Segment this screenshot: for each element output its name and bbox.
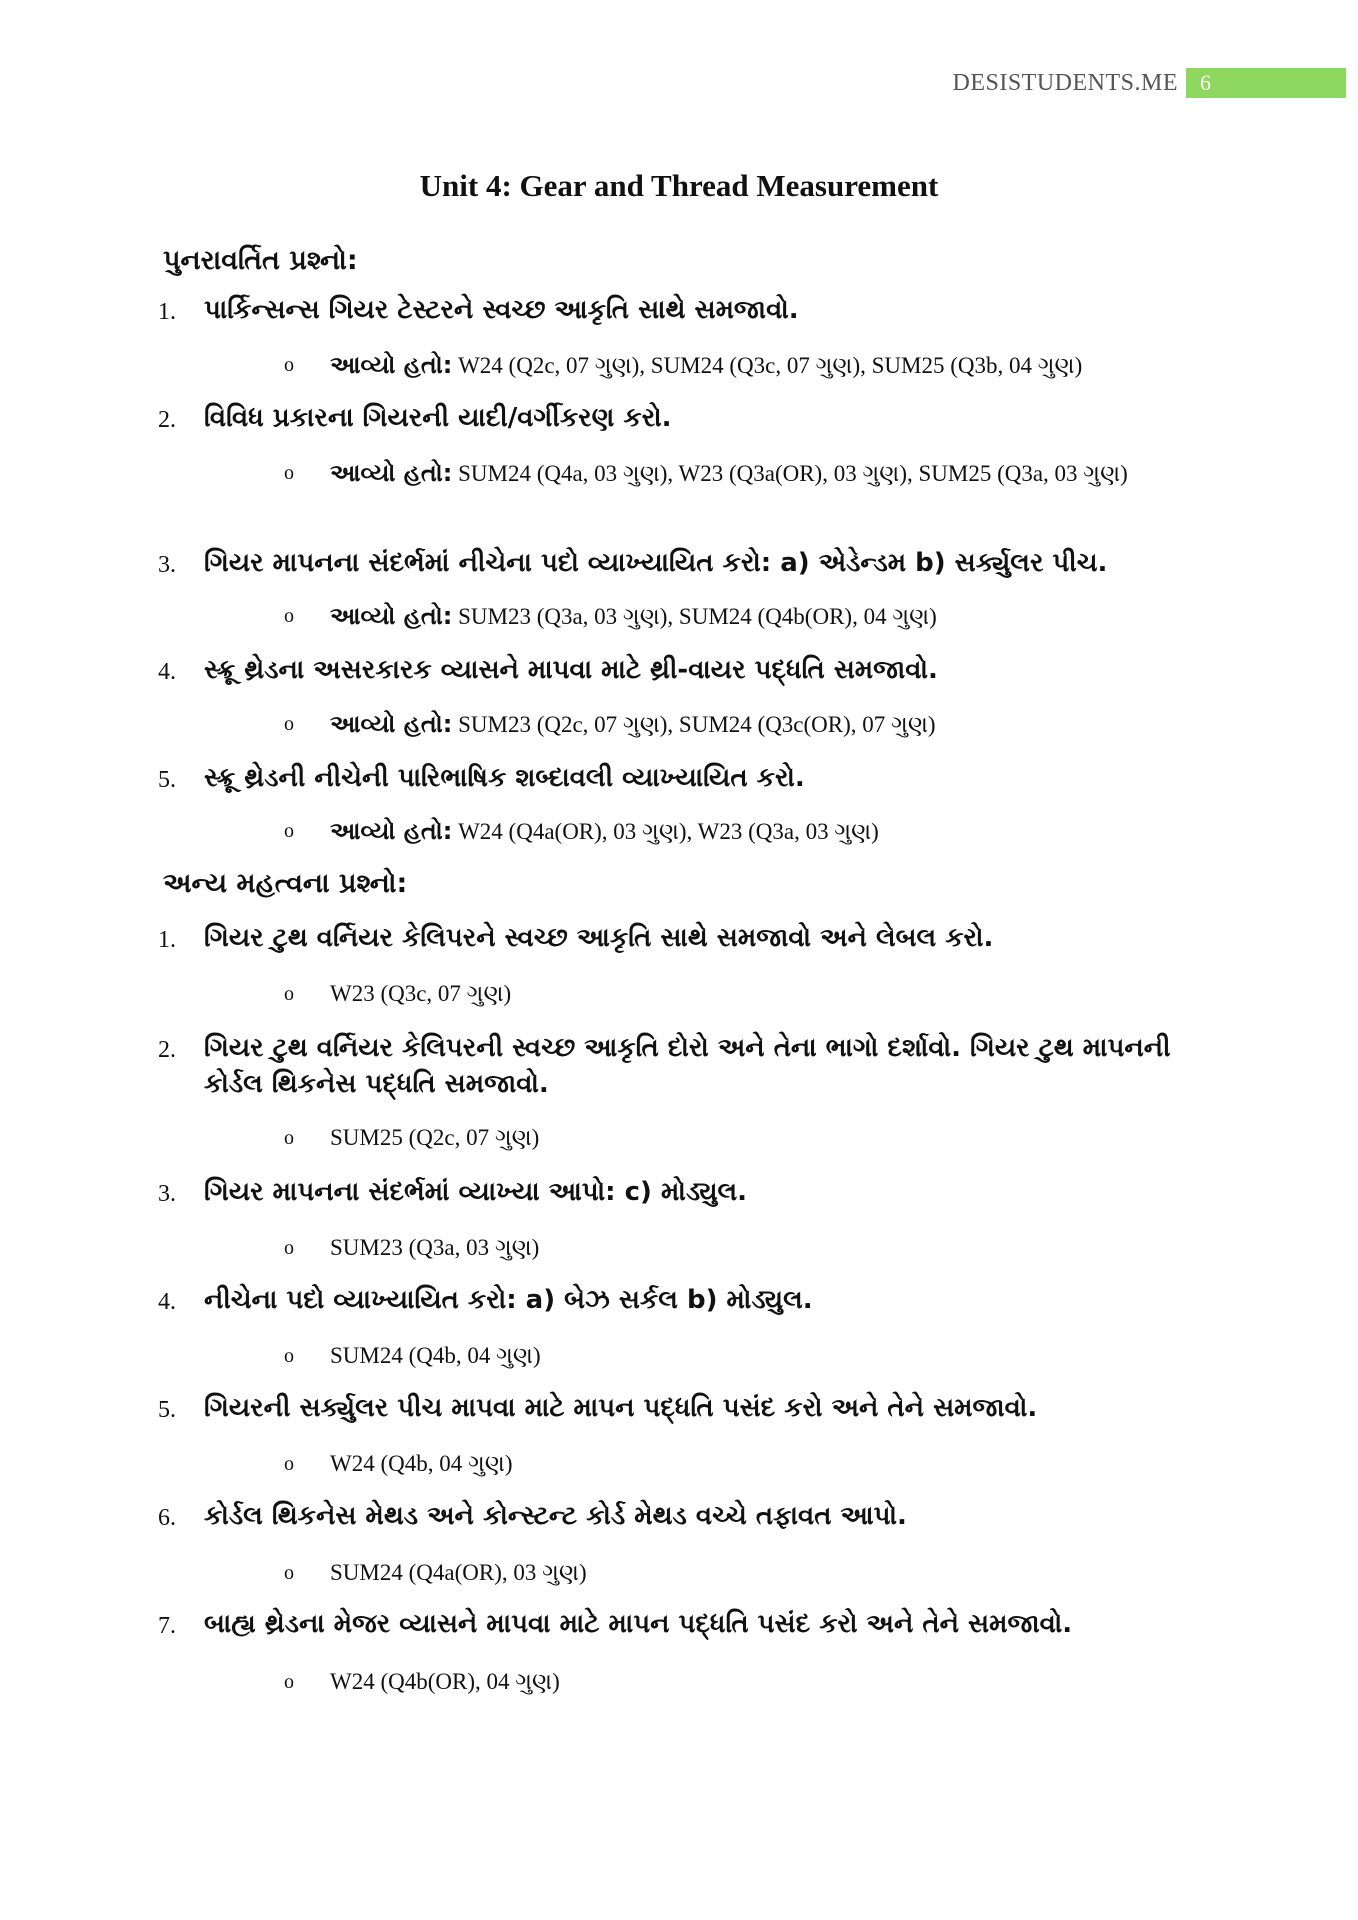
question-number: 2.	[158, 1037, 176, 1063]
question-number: 1.	[158, 299, 176, 325]
question-number: 3.	[158, 1181, 176, 1207]
bullet-marker: o	[284, 605, 294, 627]
question-text: પાર્કિન્સન્સ ગિયર ટેસ્ટરને સ્વચ્છ આકૃતિ સાથે સમજાવો.	[204, 295, 799, 325]
question-number: 2.	[158, 407, 176, 433]
bullet-marker: o	[284, 1237, 294, 1259]
question-item	[158, 920, 1204, 956]
bullet-marker: o	[284, 1671, 294, 1693]
page-number: 6	[1186, 68, 1346, 98]
bullet-marker: o	[284, 1345, 294, 1367]
reference-label: આવ્યો હતો:	[330, 351, 453, 379]
reference-text: SUM24 (Q4b, 04 ગુણ)	[330, 1343, 541, 1368]
bullet-marker: o	[284, 354, 294, 376]
question-number: 5.	[158, 767, 176, 793]
bullet-marker: o	[284, 1127, 294, 1149]
question-item	[158, 1174, 1204, 1210]
reference-text: SUM23 (Q3a, 03 ગુણ)	[330, 1235, 540, 1260]
reference-label: આવ્યો હતો:	[330, 817, 453, 845]
reference-text: SUM24 (Q4a, 03 ગુણ), W23 (Q3a(OR), 03 ગુણ), SUM25 (Q3a, 03 ગુણ)	[458, 461, 1128, 486]
question-item	[158, 652, 1204, 688]
site-name: DESISTUDENTS.ME	[952, 70, 1178, 96]
question-text: ગિયર ટુથ વર્નિયર કેલિપરને સ્વચ્છ આકૃતિ સાથે સમજાવો અને લેબલ કરો.	[204, 923, 994, 953]
question-item	[158, 1030, 1204, 1102]
question-reference	[284, 1338, 1160, 1374]
reference-label: આવ્યો હતો:	[330, 602, 453, 630]
reference-text: W24 (Q4a(OR), 03 ગુણ), W23 (Q3a, 03 ગુણ)	[458, 819, 879, 844]
question-number: 7.	[158, 1613, 176, 1639]
reference-text: W24 (Q4b(OR), 04 ગુણ)	[330, 1669, 560, 1694]
question-text: કોર્ડલ થિકનેસ મેથડ અને કોન્સ્ટન્ટ કોર્ડ મેથડ વચ્ચે તફાવત આપો.	[204, 1501, 907, 1531]
question-item	[158, 545, 1204, 581]
reference-text: W24 (Q2c, 07 ગુણ), SUM24 (Q3c, 07 ગુણ), SUM25 (Q3b, 04 ગુણ)	[458, 353, 1083, 378]
reference-text: SUM24 (Q4a(OR), 03 ગુણ)	[330, 1560, 587, 1585]
bullet-marker: o	[284, 713, 294, 735]
question-number: 5.	[158, 1397, 176, 1423]
bullet-marker: o	[284, 820, 294, 842]
question-text: વિવિધ પ્રકારના ગિયરની યાદી/વર્ગીકરણ કરો.	[204, 403, 672, 433]
section-heading-other: અન્ય મહત્વના પ્રશ્નો:	[163, 868, 408, 899]
question-reference	[284, 1446, 1160, 1482]
question-reference	[284, 455, 1160, 492]
question-item	[158, 1282, 1204, 1318]
question-item	[158, 760, 1204, 796]
question-text: ગિયર માપનના સંદર્ભમાં નીચેના પદો વ્યાખ્યાયિત કરો: a) એડેન્ડમ b) સર્ક્યુલર પીચ.	[204, 548, 1108, 578]
question-text: બાહ્ય થ્રેડના મેજર વ્યાસને માપવા માટે માપન પદ્ધતિ પસંદ કરો અને તેને સમજાવો.	[204, 1609, 1073, 1639]
question-reference	[284, 976, 1160, 1012]
question-text: સ્ક્રૂ થ્રેડના અસરકારક વ્યાસને માપવા માટે થ્રી-વાયર પદ્ધતિ સમજાવો.	[204, 655, 938, 685]
page-title: Unit 4: Gear and Thread Measurement	[419, 168, 939, 203]
question-item	[158, 400, 1204, 436]
question-number: 1.	[158, 927, 176, 953]
bullet-marker: o	[284, 1453, 294, 1475]
reference-text: W24 (Q4b, 04 ગુણ)	[330, 1451, 513, 1476]
reference-label: આવ્યો હતો:	[330, 459, 453, 487]
question-reference	[284, 598, 1160, 635]
bullet-marker: o	[284, 983, 294, 1005]
question-reference	[284, 1120, 1160, 1156]
question-item	[158, 1606, 1204, 1642]
question-text: ગિયર ટુથ વર્નિયર કેલિપરની સ્વચ્છ આકૃતિ દોરો અને તેના ભાગો દર્શાવો. ગિયર ટુથ માપનની કોર્ડલ થિકનેસ પદ્ધતિ સમજાવો.	[204, 1033, 1171, 1099]
question-number: 6.	[158, 1505, 176, 1531]
reference-text: SUM23 (Q3a, 03 ગુણ), SUM24 (Q4b(OR), 04 ગુણ)	[458, 604, 937, 629]
bullet-marker: o	[284, 462, 294, 484]
question-item	[158, 1498, 1204, 1534]
question-number: 3.	[158, 552, 176, 578]
question-text: ગિયરની સર્ક્યુલર પીચ માપવા માટે માપન પદ્ધતિ પસંદ કરો અને તેને સમજાવો.	[204, 1393, 1038, 1423]
question-reference	[284, 813, 1160, 850]
question-reference	[284, 1555, 1160, 1591]
question-reference	[284, 706, 1160, 743]
question-text: ગિયર માપનના સંદર્ભમાં વ્યાખ્યા આપો: c) મોડ્યુલ.	[204, 1177, 748, 1207]
question-number: 4.	[158, 1289, 176, 1315]
reference-label: આવ્યો હતો:	[330, 710, 453, 738]
reference-text: W23 (Q3c, 07 ગુણ)	[330, 981, 512, 1006]
question-item	[158, 292, 1204, 328]
section-heading-repeated: પુનરાવર્તિત પ્રશ્નો:	[163, 245, 358, 276]
question-reference	[284, 1664, 1160, 1700]
page-header	[928, 68, 1358, 98]
question-text: નીચેના પદો વ્યાખ્યાયિત કરો: a) બેઝ સર્કલ b) મોડ્યુલ.	[204, 1285, 813, 1315]
question-number: 4.	[158, 659, 176, 685]
question-reference	[284, 1230, 1160, 1266]
reference-text: SUM25 (Q2c, 07 ગુણ)	[330, 1125, 540, 1150]
bullet-marker: o	[284, 1562, 294, 1584]
question-item	[158, 1390, 1204, 1426]
question-reference	[284, 347, 1160, 384]
question-text: સ્ક્રૂ થ્રેડની નીચેની પારિભાષિક શબ્દાવલી વ્યાખ્યાયિત કરો.	[204, 763, 805, 793]
reference-text: SUM23 (Q2c, 07 ગુણ), SUM24 (Q3c(OR), 07 ગુણ)	[458, 712, 936, 737]
